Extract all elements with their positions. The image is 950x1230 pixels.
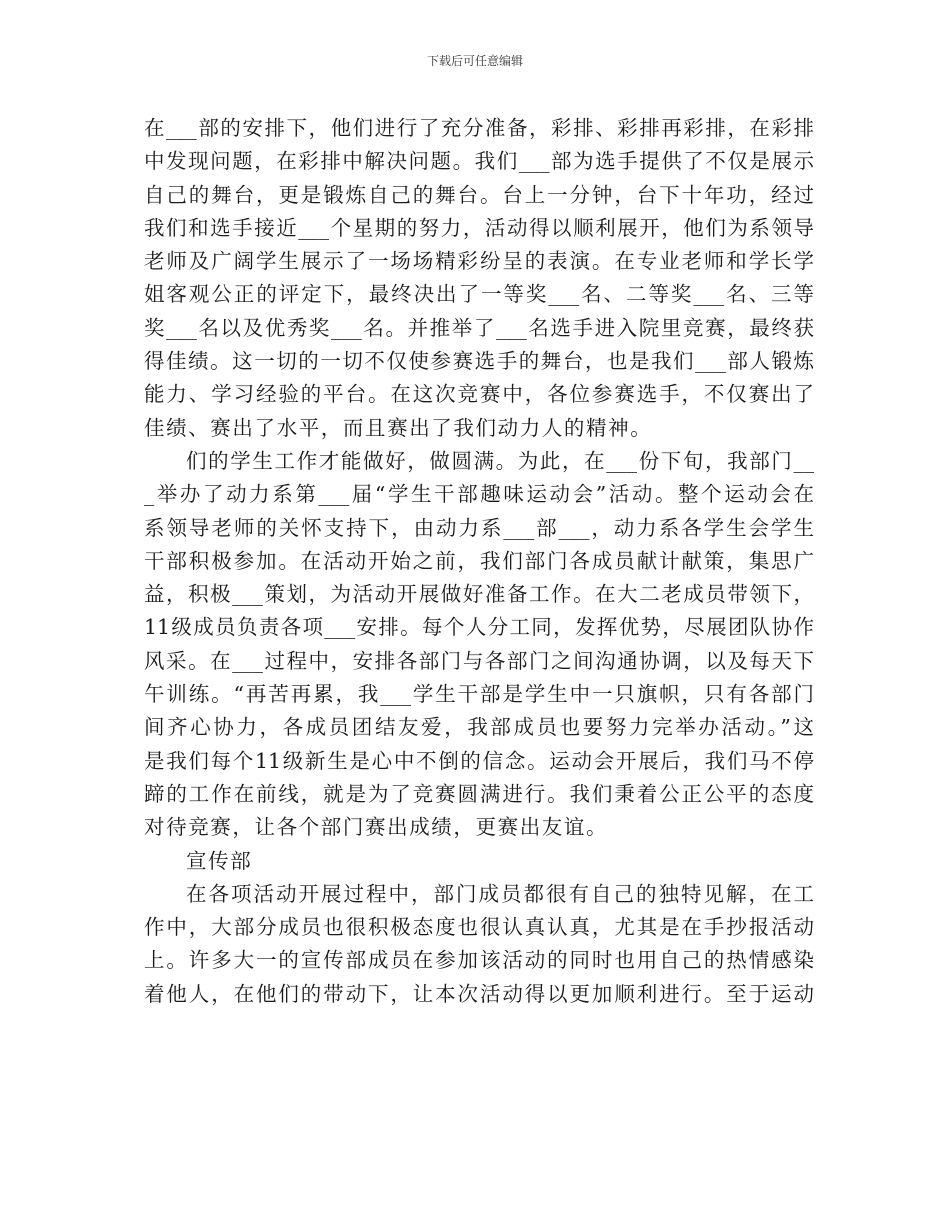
- text-line: 间齐心协力，各成员团结友爱，我部成员也要努力完举办活动。”这: [144, 715, 814, 740]
- text-line: 蹄的工作在前线，就是为了竞赛圆满进行。我们秉着公正公平的态度: [144, 781, 814, 806]
- text-line: 是我们每个11级新生是心中不倒的信念。运动会开展后，我们马不停: [144, 748, 814, 773]
- text-line: 着他人，在他们的带动下，让本次活动得以更加顺利进行。至于运动: [144, 981, 814, 1006]
- text-line: 奖___名以及优秀奖___名。并推举了___名选手进入院里竞赛，最终获: [144, 315, 814, 340]
- text-line: 11级成员负责各项___安排。每个人分工同，发挥优势，尽展团队协作: [144, 615, 814, 640]
- text-line: 午训练。“再苦再累，我___学生干部是学生中一只旗帜，只有各部门: [144, 682, 814, 707]
- text-line: 中发现问题，在彩排中解决问题。我们___部为选手提供了不仅是展示: [144, 149, 814, 174]
- text-line: 在各项活动开展过程中，部门成员都很有自己的独特见解，在工: [186, 881, 814, 906]
- paragraph-2: [144, 445, 814, 845]
- page-header: 下载后可任意编辑: [426, 54, 523, 68]
- text-line: 佳绩、赛出了水平，而且赛出了我们动力人的精神。: [144, 415, 653, 440]
- paragraph-3: [144, 878, 814, 1011]
- text-line: 我们和选手接近___个星期的努力，活动得以顺利展开，他们为系领导: [144, 215, 814, 240]
- paragraph-1: [144, 112, 814, 445]
- text-line: 上。许多大一的宣传部成员在参加该活动的同时也用自己的热情感染: [144, 948, 814, 973]
- text-line: 系领导老师的关怀支持下，由动力系___部___，动力系各学生会学生: [144, 515, 814, 540]
- text-line: 干部积极参加。在活动开始之前，我们部门各成员献计献策，集思广: [144, 548, 814, 573]
- text-line: _举办了动力系第___届“学生干部趣味运动会”活动。整个运动会在: [144, 482, 814, 507]
- text-line: 姐客观公正的评定下，最终决出了一等奖___名、二等奖___名、三等: [144, 282, 814, 307]
- text-line: 老师及广阔学生展示了一场场精彩纷呈的表演。在专业老师和学长学: [144, 249, 814, 274]
- text-line: 风采。在___过程中，安排各部门与各部门之间沟通协调，以及每天下: [144, 648, 814, 673]
- heading-text: 宣传部: [186, 848, 253, 873]
- section-heading: [144, 845, 814, 878]
- text-line: 对待竞赛，让各个部门赛出成绩，更赛出友谊。: [144, 815, 609, 840]
- text-line: 得佳绩。这一切的一切不仅使参赛选手的舞台，也是我们___部人锻炼: [144, 349, 814, 374]
- text-line: 在___部的安排下，他们进行了充分准备，彩排、彩排再彩排，在彩排: [144, 116, 814, 140]
- text-line: 能力、学习经验的平台。在这次竞赛中，各位参赛选手，不仅赛出了: [144, 382, 814, 407]
- text-line: 益，积极___策划，为活动开展做好准备工作。在大二老成员带领下，: [144, 582, 814, 607]
- text-line: 自己的舞台，更是锻炼自己的舞台。台上一分钟，台下十年功，经过: [144, 182, 814, 207]
- text-line: 作中，大部分成员也很积极态度也很认真认真，尤其是在手抄报活动: [144, 915, 814, 940]
- document-body: [144, 112, 814, 1011]
- text-line: 们的学生工作才能做好，做圆满。为此，在___份下旬，我部门__: [186, 448, 814, 473]
